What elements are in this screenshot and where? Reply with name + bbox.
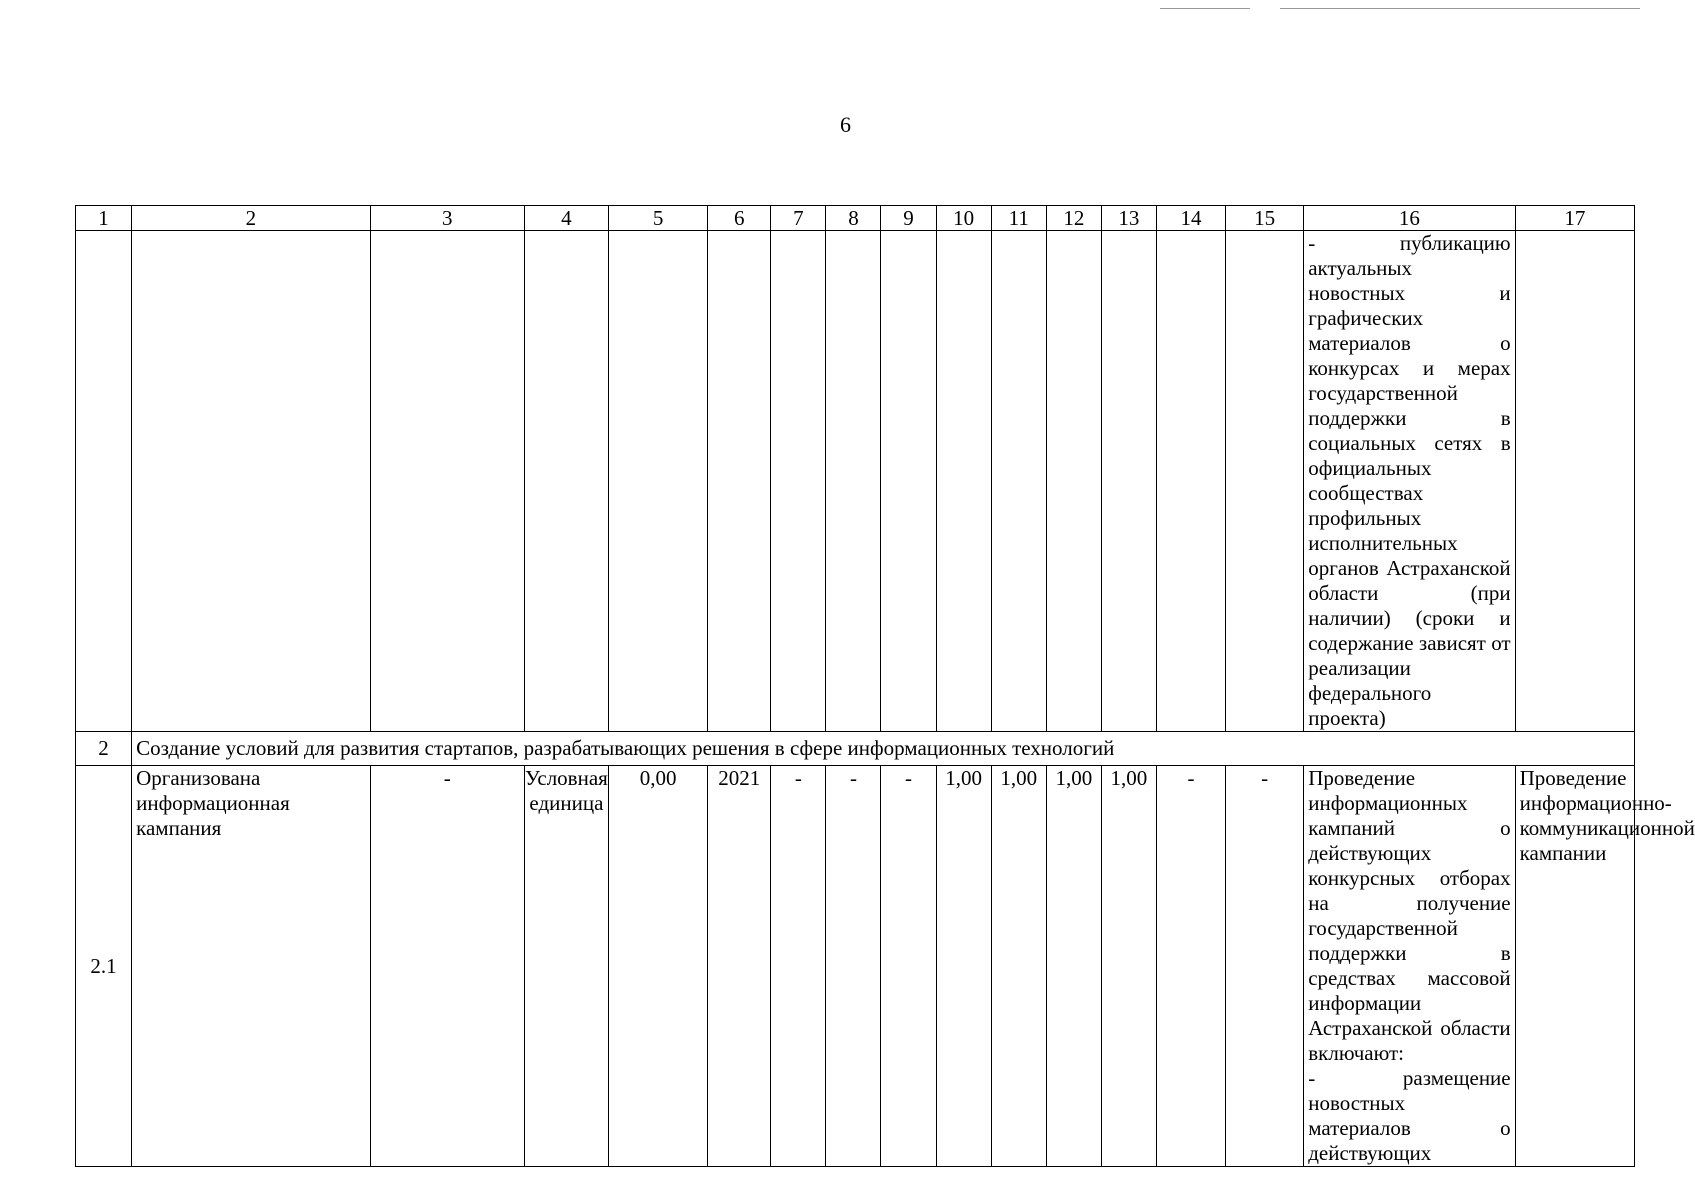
scan-artifact-line — [1280, 8, 1640, 9]
empty-cell — [936, 231, 991, 732]
column-number: 5 — [609, 206, 708, 231]
empty-cell — [771, 231, 826, 732]
column-number: 11 — [991, 206, 1046, 231]
empty-cell — [826, 231, 881, 732]
empty-cell — [609, 231, 708, 732]
column-number: 15 — [1226, 206, 1304, 231]
empty-cell — [524, 231, 608, 732]
row-number: 2.1 — [76, 766, 132, 1167]
column-number: 8 — [826, 206, 881, 231]
column-number: 13 — [1101, 206, 1156, 231]
result-row — [76, 766, 1635, 1167]
empty-cell — [991, 231, 1046, 732]
empty-cell — [370, 231, 524, 732]
result-characteristic-cell: Проведение информационно-коммуникационной кампании — [1515, 766, 1634, 1167]
value-cell: - — [1156, 766, 1225, 1167]
value-cell: 1,00 — [991, 766, 1046, 1167]
empty-cell — [1515, 231, 1634, 732]
empty-cell — [708, 231, 771, 732]
value-cell: - — [1226, 766, 1304, 1167]
column-number: 17 — [1515, 206, 1634, 231]
column-number: 6 — [708, 206, 771, 231]
value-cell: - — [771, 766, 826, 1167]
empty-cell — [1156, 231, 1225, 732]
base-value-cell: 0,00 — [609, 766, 708, 1167]
page-number: 6 — [840, 112, 851, 137]
scan-artifact-line — [1160, 8, 1250, 9]
column-number: 1 — [76, 206, 132, 231]
empty-cell — [132, 231, 370, 732]
value-cell: 1,00 — [1046, 766, 1101, 1167]
column-number-row — [76, 206, 1635, 231]
empty-cell — [76, 231, 132, 732]
value-cell: - — [370, 766, 524, 1167]
value-cell: - — [826, 766, 881, 1167]
column-number: 12 — [1046, 206, 1101, 231]
column-number: 14 — [1156, 206, 1225, 231]
empty-cell — [881, 231, 936, 732]
column-number: 9 — [881, 206, 936, 231]
plan-table — [75, 205, 1695, 1167]
empty-cell — [1101, 231, 1156, 732]
continuation-row — [76, 231, 1635, 732]
column-number: 16 — [1304, 206, 1515, 231]
column-number: 10 — [936, 206, 991, 231]
result-name-cell: Организована информационная кампания — [132, 766, 370, 1167]
section-title: Создание условий для развития стартапов, разрабатывающих решения в сфере информационных технологий — [132, 732, 1635, 766]
empty-cell — [1046, 231, 1101, 732]
activity-description-cell: - публикацию актуальных новостных и графических материалов о конкурсах и мерах государственной поддержки в социальных сетях в официальных сообществах профильных исполнительных органов Астраханской области (при наличии) (сроки и содержание зависят от реализации федерального проекта) — [1304, 231, 1515, 732]
value-cell: 1,00 — [936, 766, 991, 1167]
value-cell: 1,00 — [1101, 766, 1156, 1167]
value-cell: - — [881, 766, 936, 1167]
activity-description-cell: Проведение информационных кампаний о действующих конкурсных отборах на получение государственной поддержки в средствах массовой информации Астраханской области включают: - размещение новостных материалов о действующих — [1304, 766, 1515, 1167]
column-number: 4 — [524, 206, 608, 231]
column-number: 7 — [771, 206, 826, 231]
base-year-cell: 2021 — [708, 766, 771, 1167]
section-row — [76, 732, 1635, 766]
column-number: 3 — [370, 206, 524, 231]
unit-cell: Условная единица — [524, 766, 608, 1167]
section-number: 2 — [76, 732, 132, 766]
column-number: 2 — [132, 206, 370, 231]
empty-cell — [1226, 231, 1304, 732]
